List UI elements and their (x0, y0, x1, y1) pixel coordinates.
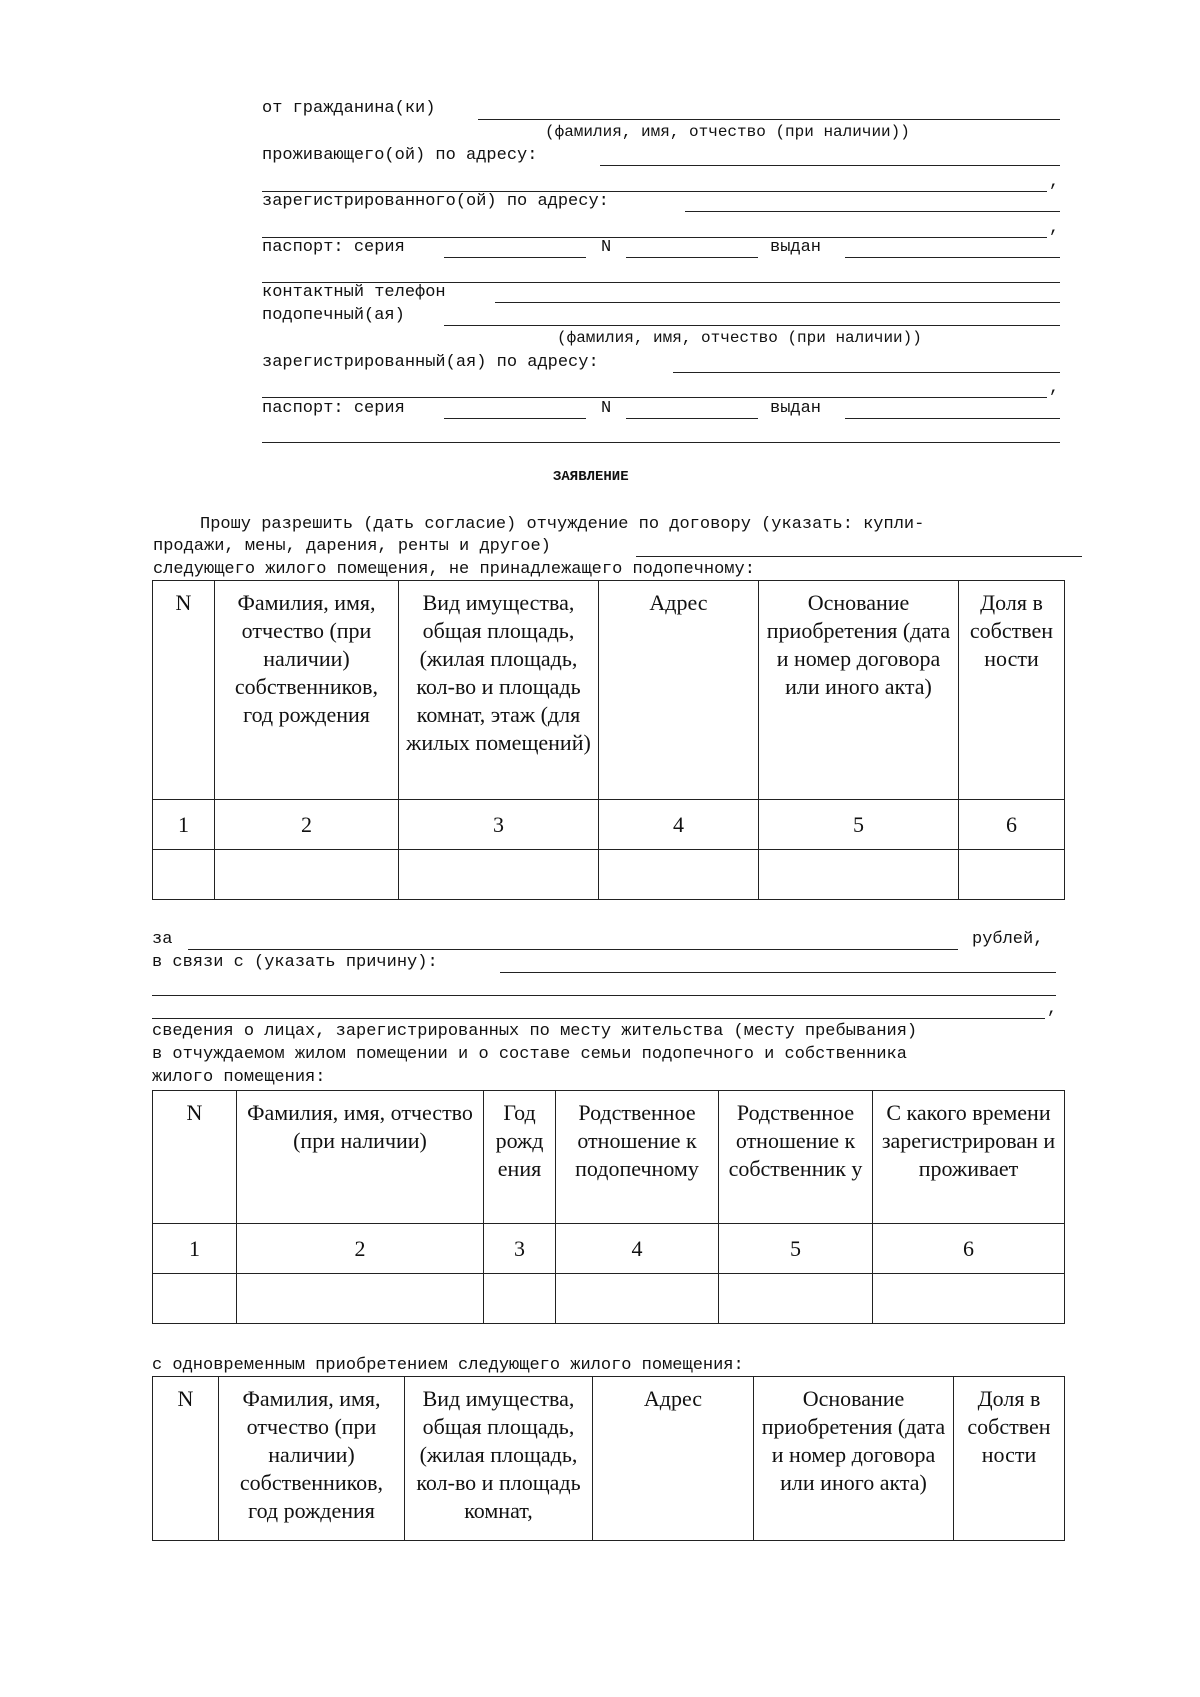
passport-series-field[interactable] (444, 257, 586, 258)
col-header-fio: Фамилия, имя, отчество (при наличии) (237, 1091, 484, 1224)
col-header-birth-year: Год рожд ения (484, 1091, 556, 1224)
comma: , (1047, 1000, 1058, 1019)
registered-applicant-field[interactable] (685, 211, 1060, 212)
fio-hint-applicant: (фамилия, имя, отчество (при наличии)) (545, 123, 910, 141)
table-cell[interactable] (215, 850, 399, 900)
acquired-property-table (152, 1376, 1065, 1541)
from-citizen-label: от гражданина(ки) (262, 99, 436, 118)
reason-field[interactable] (500, 972, 1056, 973)
col-header-n: N (153, 581, 215, 800)
col-number: 2 (215, 800, 399, 850)
passport-series-label: паспорт: серия (262, 238, 405, 257)
property-table (152, 580, 1065, 900)
ward-passport-issued-label: выдан (770, 399, 822, 418)
comma: , (1049, 219, 1060, 238)
table-cell[interactable] (719, 1274, 873, 1324)
col-header-n: N (153, 1377, 219, 1541)
table-cell[interactable] (237, 1274, 484, 1324)
col-header-n: N (153, 1091, 237, 1224)
table-cell[interactable] (153, 850, 215, 900)
col-number: 6 (873, 1224, 1065, 1274)
passport-number-label: N (601, 238, 612, 257)
table-cell[interactable] (484, 1274, 556, 1324)
residing-address-field[interactable] (600, 165, 1060, 166)
ward-label: подопечный(ая) (262, 306, 405, 325)
col-number: 3 (484, 1224, 556, 1274)
ward-passport-issued-field[interactable] (845, 418, 1060, 419)
contact-phone-label: контактный телефон (262, 283, 446, 302)
residing-address-label: проживающего(ой) по адресу: (262, 146, 538, 165)
contract-type-field[interactable] (636, 556, 1082, 557)
comma: , (1049, 379, 1060, 398)
col-header-basis: Основание приобретения (дата и номер договора или иного акта) (754, 1377, 954, 1541)
reason-label: в связи с (указать причину): (152, 953, 438, 972)
col-header-address: Адрес (593, 1377, 754, 1541)
table-cell[interactable] (399, 850, 599, 900)
price-label: за (152, 930, 173, 949)
ward-passport-number-field[interactable] (626, 418, 758, 419)
col-number: 1 (153, 800, 215, 850)
registered-ward-field[interactable] (673, 372, 1060, 373)
col-number: 6 (959, 800, 1065, 850)
statement-paragraph-line1: Прошу разрешить (дать согласие) отчуждение по договору (указать: купли- (200, 515, 925, 534)
col-header-basis: Основание приобретения (дата и номер договора или иного акта) (759, 581, 959, 800)
table-cell[interactable] (556, 1274, 719, 1324)
col-number: 5 (719, 1224, 873, 1274)
info-paragraph-line3: жилого помещения: (152, 1068, 326, 1087)
col-header-share: Доля в собствен ности (954, 1377, 1065, 1541)
registered-ward-field-2[interactable] (262, 397, 1047, 398)
table-cell[interactable] (959, 850, 1065, 900)
registered-applicant-label: зарегистрированного(ой) по адресу: (262, 192, 609, 211)
info-paragraph-line2: в отчуждаемом жилом помещении и о составе семьи подопечного и собственника (152, 1045, 907, 1064)
contact-phone-field[interactable] (495, 302, 1060, 303)
ward-passport-number-label: N (601, 399, 612, 418)
col-header-property-type: Вид имущества, общая площадь, (жилая площадь, кол-во и площадь комнат, (405, 1377, 593, 1541)
table-cell[interactable] (873, 1274, 1065, 1324)
table-cell[interactable] (599, 850, 759, 900)
statement-paragraph-line3: следующего жилого помещения, не принадлежащего подопечному: (153, 560, 755, 579)
col-number: 5 (759, 800, 959, 850)
from-citizen-field[interactable] (478, 119, 1060, 120)
col-header-relation-owner: Родственное отношение к собственник у (719, 1091, 873, 1224)
passport-issued-field[interactable] (845, 257, 1060, 258)
passport-issued-label: выдан (770, 238, 822, 257)
table-cell[interactable] (153, 1274, 237, 1324)
col-header-share: Доля в собствен ности (959, 581, 1065, 800)
comma: , (1049, 173, 1060, 192)
registered-persons-table (152, 1090, 1065, 1324)
col-header-relation-ward: Родственное отношение к подопечному (556, 1091, 719, 1224)
passport-number-field[interactable] (626, 257, 758, 258)
col-number: 1 (153, 1224, 237, 1274)
reason-field-2[interactable] (152, 995, 1056, 996)
col-header-address: Адрес (599, 581, 759, 800)
col-number: 2 (237, 1224, 484, 1274)
fio-hint-ward: (фамилия, имя, отчество (при наличии)) (557, 329, 922, 347)
col-number: 4 (599, 800, 759, 850)
table-cell[interactable] (759, 850, 959, 900)
ward-passport-series-label: паспорт: серия (262, 399, 405, 418)
col-number: 4 (556, 1224, 719, 1274)
ward-field[interactable] (444, 325, 1060, 326)
col-number: 3 (399, 800, 599, 850)
ward-passport-issued-field-2[interactable] (262, 442, 1060, 443)
statement-paragraph-line2: продажи, мены, дарения, ренты и другое) (153, 537, 551, 556)
reason-field-3[interactable] (152, 1018, 1045, 1019)
col-header-owners: Фамилия, имя, отчество (при наличии) собственников, год рождения (219, 1377, 405, 1541)
statement-title: ЗАЯВЛЕНИЕ (553, 469, 629, 485)
col-header-registered-since: С какого времени зарегистрирован и проживает (873, 1091, 1065, 1224)
col-header-property-type: Вид имущества, общая площадь, (жилая площадь, кол-во и площадь комнат, этаж (для жилых помещений) (399, 581, 599, 800)
info-paragraph-line1: сведения о лицах, зарегистрированных по месту жительства (месту пребывания) (152, 1022, 918, 1041)
col-header-owners: Фамилия, имя, отчество (при наличии) собственников, год рождения (215, 581, 399, 800)
acquisition-label: с одновременным приобретением следующего жилого помещения: (152, 1356, 744, 1375)
rubles-label: рублей, (972, 930, 1044, 949)
ward-passport-series-field[interactable] (444, 418, 586, 419)
price-field[interactable] (188, 949, 958, 950)
registered-ward-label: зарегистрированный(ая) по адресу: (262, 353, 599, 372)
